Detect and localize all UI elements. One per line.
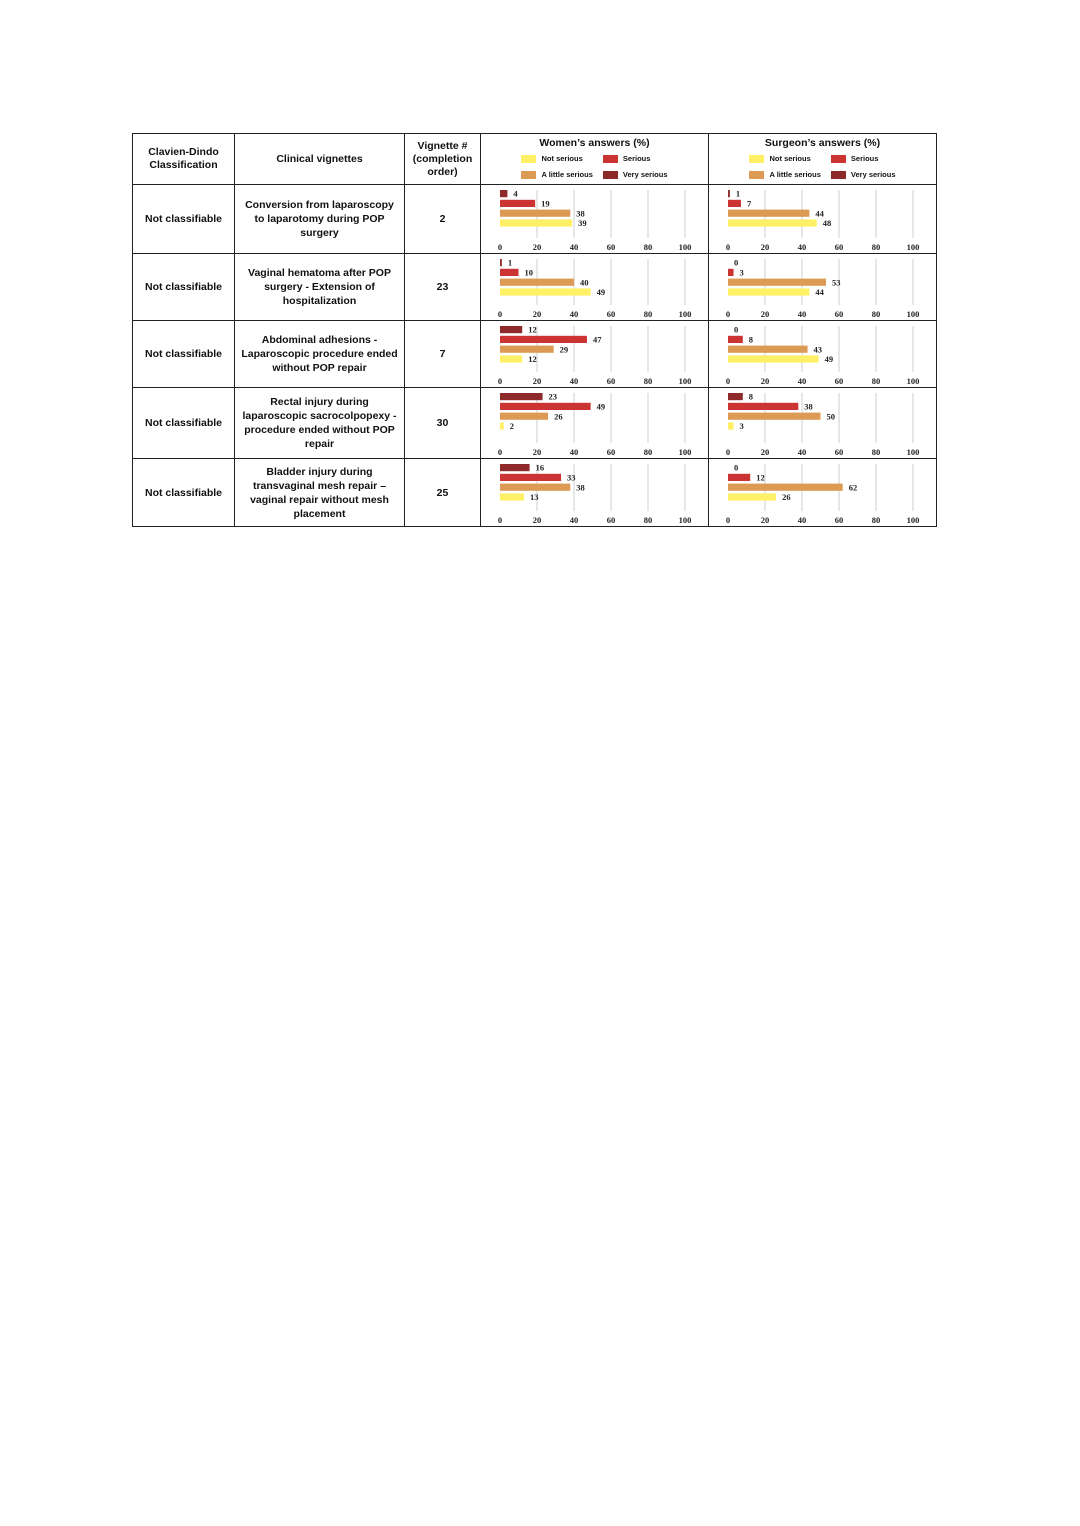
vignette-number-text: 23 bbox=[436, 281, 449, 293]
vignette-number-cell bbox=[405, 321, 481, 388]
x-tick-label: 100 bbox=[678, 514, 692, 525]
vignette-number-cell bbox=[405, 388, 481, 459]
data-label: 38 bbox=[576, 207, 585, 218]
bar-very-serious bbox=[728, 393, 743, 400]
bar-very-serious bbox=[500, 326, 522, 333]
x-tick-label: 40 bbox=[569, 446, 579, 457]
legend-item bbox=[831, 168, 896, 181]
x-tick-label: 40 bbox=[797, 514, 807, 525]
vignette-number-text: 25 bbox=[436, 486, 449, 499]
x-tick-label: 100 bbox=[906, 375, 920, 386]
vignette-number-cell bbox=[405, 254, 481, 321]
bar-very-serious bbox=[500, 393, 543, 400]
bar-very-serious bbox=[728, 190, 730, 197]
bar-a-little-serious bbox=[500, 209, 570, 216]
x-tick-label: 0 bbox=[497, 375, 503, 386]
data-label: 62 bbox=[848, 481, 858, 492]
legend-label: Very serious bbox=[622, 170, 668, 179]
vignette-text: Bladder injury during transvaginal mesh repair – vaginal repair without mesh placement bbox=[250, 465, 389, 520]
table-row bbox=[133, 185, 937, 254]
data-label: 47 bbox=[592, 334, 602, 344]
bar-serious bbox=[500, 335, 587, 342]
x-tick-label: 40 bbox=[797, 446, 807, 457]
data-label: 53 bbox=[832, 276, 841, 287]
x-tick-label: 80 bbox=[871, 375, 881, 386]
data-label: 3 bbox=[739, 267, 744, 277]
x-tick-label: 100 bbox=[906, 241, 920, 252]
x-tick-label: 40 bbox=[569, 308, 579, 319]
vignette-number-cell bbox=[405, 185, 481, 254]
legend-item bbox=[749, 152, 820, 165]
results-table bbox=[132, 133, 937, 527]
x-tick-label: 40 bbox=[797, 241, 807, 252]
data-label: 48 bbox=[822, 217, 832, 228]
data-label: 38 bbox=[576, 481, 585, 492]
legend-label: Serious bbox=[850, 154, 879, 163]
surgeon-legend bbox=[709, 152, 936, 181]
data-label: 23 bbox=[548, 391, 558, 402]
bar-not-serious bbox=[728, 355, 819, 362]
vignette-cell bbox=[235, 321, 405, 388]
women-chart bbox=[481, 186, 707, 253]
x-tick-label: 100 bbox=[906, 308, 920, 319]
data-label: 12 bbox=[528, 353, 537, 364]
bar-a-little-serious bbox=[728, 412, 821, 419]
surgeons-chart-cell bbox=[709, 254, 937, 321]
x-tick-label: 0 bbox=[497, 446, 503, 457]
x-tick-label: 80 bbox=[643, 446, 653, 457]
header-surgeon bbox=[709, 134, 937, 185]
x-tick-label: 80 bbox=[871, 446, 881, 457]
data-label: 1 bbox=[735, 188, 741, 199]
x-tick-label: 80 bbox=[643, 514, 653, 525]
data-label: 0 bbox=[734, 462, 739, 473]
women-chart bbox=[481, 389, 707, 458]
x-tick-label: 100 bbox=[906, 514, 920, 525]
x-tick-label: 60 bbox=[606, 308, 616, 319]
x-tick-label: 0 bbox=[725, 308, 731, 319]
data-label: 49 bbox=[596, 401, 606, 411]
bar-not-serious bbox=[500, 219, 572, 226]
x-tick-label: 100 bbox=[678, 446, 692, 457]
x-tick-label: 60 bbox=[834, 241, 844, 252]
x-tick-label: 20 bbox=[760, 514, 770, 525]
header-classification: Clavien-Dindo Classification bbox=[133, 134, 235, 185]
surgeons-chart bbox=[709, 460, 935, 526]
data-label: 7 bbox=[746, 198, 752, 208]
surgeon-title: Surgeon’s answers (%) bbox=[764, 137, 881, 149]
bar-not-serious bbox=[728, 422, 734, 429]
bar-a-little-serious bbox=[728, 209, 809, 216]
bar-serious bbox=[728, 268, 734, 275]
bar-serious bbox=[500, 268, 519, 275]
x-tick-label: 60 bbox=[834, 308, 844, 319]
surgeons-chart-cell bbox=[709, 321, 937, 388]
surgeons-chart bbox=[709, 255, 935, 320]
classification-cell bbox=[133, 388, 235, 459]
data-label: 49 bbox=[596, 286, 606, 297]
bar-serious bbox=[500, 473, 561, 480]
table-row bbox=[133, 321, 937, 388]
classification-cell bbox=[133, 185, 235, 254]
x-tick-label: 80 bbox=[871, 241, 881, 252]
x-tick-label: 60 bbox=[606, 375, 616, 386]
vignette-number-cell bbox=[405, 459, 481, 527]
bar-very-serious bbox=[500, 259, 502, 266]
table-row bbox=[133, 459, 937, 527]
x-tick-label: 0 bbox=[497, 514, 503, 525]
vignette-text: Abdominal adhesions - Laparoscopic procedure ended without POP repair bbox=[241, 334, 398, 374]
bar-serious bbox=[728, 402, 798, 409]
data-label: 1 bbox=[507, 257, 513, 268]
women-title: Women’s answers (%) bbox=[539, 137, 650, 149]
data-label: 44 bbox=[815, 207, 824, 218]
data-label: 12 bbox=[528, 324, 537, 335]
bar-not-serious bbox=[500, 355, 522, 362]
bar-not-serious bbox=[728, 288, 809, 295]
vignette-text: Rectal injury during laparoscopic sacrocolpopexy - procedure ended without POP repair bbox=[242, 396, 397, 450]
data-label: 49 bbox=[824, 353, 834, 364]
legend-swatch bbox=[603, 171, 618, 179]
legend-item bbox=[521, 152, 592, 165]
women-chart-cell bbox=[481, 321, 709, 388]
bar-a-little-serious bbox=[500, 412, 548, 419]
data-label: 2 bbox=[509, 420, 514, 431]
x-tick-label: 60 bbox=[834, 375, 844, 386]
bar-not-serious bbox=[500, 422, 504, 429]
x-tick-label: 80 bbox=[643, 241, 653, 252]
x-tick-label: 80 bbox=[643, 375, 653, 386]
x-tick-label: 80 bbox=[643, 308, 653, 319]
x-tick-label: 40 bbox=[797, 375, 807, 386]
data-label: 0 bbox=[734, 324, 739, 335]
bar-serious bbox=[500, 402, 591, 409]
vignette-cell bbox=[235, 185, 405, 254]
women-chart bbox=[481, 460, 707, 526]
women-chart bbox=[481, 322, 707, 387]
vignette-cell bbox=[235, 254, 405, 321]
classification-text: Not classifiable bbox=[144, 417, 223, 429]
bar-a-little-serious bbox=[500, 483, 570, 490]
x-tick-label: 20 bbox=[760, 308, 770, 319]
x-tick-label: 20 bbox=[760, 375, 770, 386]
data-label: 38 bbox=[804, 401, 813, 411]
bar-very-serious bbox=[500, 464, 530, 471]
x-tick-label: 40 bbox=[569, 514, 579, 525]
classification-text: Not classifiable bbox=[144, 486, 223, 499]
classification-cell bbox=[133, 459, 235, 527]
legend-swatch bbox=[831, 155, 846, 163]
x-tick-label: 20 bbox=[532, 514, 542, 525]
x-tick-label: 20 bbox=[532, 241, 542, 252]
x-tick-label: 20 bbox=[760, 241, 770, 252]
bar-very-serious bbox=[500, 190, 507, 197]
x-tick-label: 0 bbox=[725, 446, 731, 457]
bar-not-serious bbox=[728, 219, 817, 226]
legend-swatch bbox=[521, 155, 536, 163]
x-tick-label: 100 bbox=[678, 241, 692, 252]
data-label: 10 bbox=[524, 267, 533, 277]
data-label: 26 bbox=[782, 491, 791, 502]
x-tick-label: 100 bbox=[678, 308, 692, 319]
women-chart bbox=[481, 255, 707, 320]
x-tick-label: 80 bbox=[871, 514, 881, 525]
x-tick-label: 0 bbox=[497, 241, 503, 252]
x-tick-label: 20 bbox=[532, 308, 542, 319]
legend-swatch bbox=[603, 155, 618, 163]
legend-item bbox=[603, 168, 668, 181]
bar-serious bbox=[728, 335, 743, 342]
header-number: Vignette # (completion order) bbox=[405, 134, 481, 185]
bar-serious bbox=[728, 199, 741, 206]
data-label: 40 bbox=[580, 276, 589, 287]
surgeons-chart-cell bbox=[709, 185, 937, 254]
legend-label: Not serious bbox=[769, 154, 811, 163]
legend-label: Serious bbox=[622, 154, 651, 163]
bar-a-little-serious bbox=[728, 345, 808, 352]
table-body bbox=[133, 185, 937, 527]
bar-not-serious bbox=[500, 493, 524, 500]
data-label: 19 bbox=[541, 198, 550, 208]
bar-a-little-serious bbox=[728, 483, 843, 490]
x-tick-label: 60 bbox=[834, 514, 844, 525]
data-label: 16 bbox=[535, 462, 545, 473]
vignette-cell bbox=[235, 388, 405, 459]
legend-item bbox=[831, 152, 896, 165]
surgeons-chart-cell bbox=[709, 459, 937, 527]
classification-cell bbox=[133, 321, 235, 388]
legend-swatch bbox=[749, 155, 764, 163]
women-chart-cell bbox=[481, 185, 709, 254]
legend-label: A little serious bbox=[541, 170, 593, 179]
legend-label: Very serious bbox=[850, 170, 896, 179]
surgeons-chart bbox=[709, 322, 935, 387]
data-label: 8 bbox=[748, 391, 754, 402]
women-chart-cell bbox=[481, 388, 709, 459]
legend-swatch bbox=[831, 171, 846, 179]
bar-a-little-serious bbox=[500, 345, 554, 352]
x-tick-label: 20 bbox=[760, 446, 770, 457]
data-label: 13 bbox=[530, 491, 539, 502]
x-tick-label: 0 bbox=[497, 308, 503, 319]
data-label: 12 bbox=[756, 472, 765, 482]
table-row bbox=[133, 254, 937, 321]
x-tick-label: 100 bbox=[678, 375, 692, 386]
bar-serious bbox=[500, 199, 535, 206]
legend-label: Not serious bbox=[541, 154, 583, 163]
data-label: 43 bbox=[813, 343, 823, 354]
data-label: 50 bbox=[826, 410, 835, 421]
legend-item bbox=[603, 152, 668, 165]
x-tick-label: 20 bbox=[532, 375, 542, 386]
women-chart-cell bbox=[481, 459, 709, 527]
bar-serious bbox=[728, 473, 750, 480]
surgeons-chart-cell bbox=[709, 388, 937, 459]
table-row bbox=[133, 388, 937, 459]
legend-swatch bbox=[521, 171, 536, 179]
vignette-number-text: 30 bbox=[436, 417, 449, 429]
vignette-text: Vaginal hematoma after POP surgery - Extension of hospitalization bbox=[248, 267, 391, 307]
classification-text: Not classifiable bbox=[144, 213, 223, 225]
data-label: 39 bbox=[578, 217, 587, 228]
data-label: 8 bbox=[748, 334, 754, 344]
data-label: 33 bbox=[567, 472, 576, 482]
vignette-number-text: 7 bbox=[439, 348, 446, 360]
x-tick-label: 40 bbox=[569, 241, 579, 252]
data-label: 26 bbox=[554, 410, 563, 421]
legend-item bbox=[521, 168, 592, 181]
x-tick-label: 40 bbox=[797, 308, 807, 319]
data-label: 4 bbox=[513, 188, 518, 199]
bar-not-serious bbox=[500, 288, 591, 295]
vignette-cell bbox=[235, 459, 405, 527]
x-tick-label: 100 bbox=[906, 446, 920, 457]
classification-cell bbox=[133, 254, 235, 321]
surgeons-chart bbox=[709, 389, 935, 458]
x-tick-label: 60 bbox=[834, 446, 844, 457]
vignette-number-text: 2 bbox=[439, 213, 446, 225]
x-tick-label: 0 bbox=[725, 375, 731, 386]
legend-swatch bbox=[749, 171, 764, 179]
x-tick-label: 0 bbox=[725, 514, 731, 525]
vignette-text: Conversion from laparoscopy to laparotomy during POP surgery bbox=[245, 199, 394, 239]
legend-item bbox=[749, 168, 820, 181]
legend-label: A little serious bbox=[769, 170, 821, 179]
data-label: 44 bbox=[815, 286, 824, 297]
x-tick-label: 60 bbox=[606, 241, 616, 252]
x-tick-label: 40 bbox=[569, 375, 579, 386]
women-chart-cell bbox=[481, 254, 709, 321]
classification-text: Not classifiable bbox=[144, 281, 223, 293]
surgeons-chart bbox=[709, 186, 935, 253]
x-tick-label: 60 bbox=[606, 514, 616, 525]
data-label: 3 bbox=[739, 420, 744, 431]
header-women bbox=[481, 134, 709, 185]
classification-text: Not classifiable bbox=[144, 348, 223, 360]
women-legend bbox=[481, 152, 708, 181]
x-tick-label: 60 bbox=[606, 446, 616, 457]
data-label: 0 bbox=[734, 257, 739, 268]
x-tick-label: 80 bbox=[871, 308, 881, 319]
header-vignettes: Clinical vignettes bbox=[235, 134, 405, 185]
bar-a-little-serious bbox=[728, 278, 826, 285]
x-tick-label: 20 bbox=[532, 446, 542, 457]
data-label: 29 bbox=[559, 343, 569, 354]
x-tick-label: 0 bbox=[725, 241, 731, 252]
bar-a-little-serious bbox=[500, 278, 574, 285]
bar-not-serious bbox=[728, 493, 776, 500]
